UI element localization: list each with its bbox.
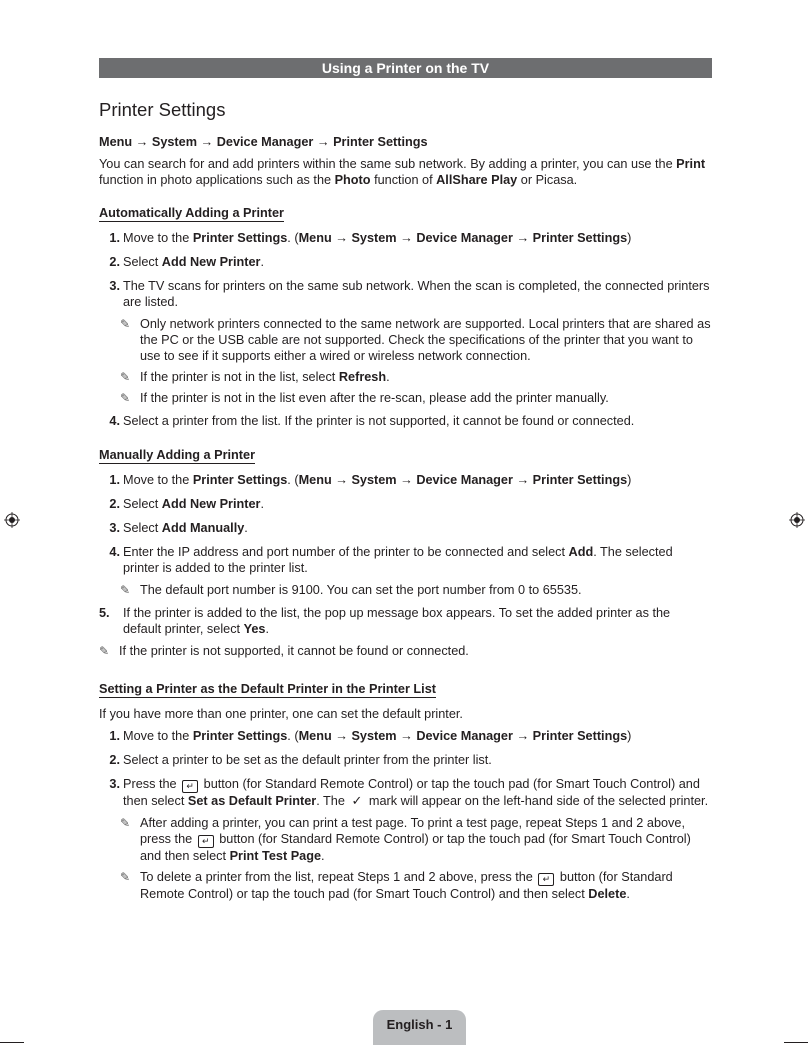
step-text: If the printer is added to the list, the pop up message box appears. To set the added printer as the default printer, select Yes.: [123, 606, 671, 636]
manual-step-5: [99, 605, 711, 637]
step-number: 2.: [109, 255, 120, 269]
step-text: Select Add New Printer.: [123, 255, 265, 269]
enter-key-icon: ↵: [538, 873, 554, 886]
step-text: Enter the IP address and port number of the printer to be connected and select Add. The selected printer is added to the printer list.: [123, 545, 673, 575]
page-title: Printer Settings: [99, 99, 226, 120]
default-section-heading: [99, 681, 711, 697]
default-step-3: [99, 776, 711, 809]
checkmark-icon: ✓: [351, 793, 363, 808]
document-body: [99, 98, 711, 909]
note-pen-icon: ✎: [99, 644, 110, 658]
auto-step-3: [99, 278, 711, 310]
intro-text: function in photo applications such as the: [99, 173, 335, 187]
note-pen-icon: ✎: [120, 816, 131, 830]
auto-step-1: [99, 230, 711, 246]
page-number-tab: [373, 1010, 466, 1045]
default-heading-text: Setting a Printer as the Default Printer in the Printer List: [99, 682, 436, 696]
section-header-title: Using a Printer on the TV: [321, 60, 490, 76]
manual-step-2: [99, 496, 711, 512]
note-pen-icon: ✎: [120, 370, 131, 384]
registration-mark-icon: [789, 512, 805, 528]
step-text: Move to the Printer Settings. (Menu → System → Device Manager → Printer Settings): [123, 231, 632, 245]
note-text: To delete a printer from the list, repeat Steps 1 and 2 above, press the ↵ button (for Standard Remote Control) or tap the touch pad (for Smart Touch Control) and then select Delete.: [140, 870, 673, 901]
step-text: Select a printer to be set as the default printer from the printer list.: [123, 753, 492, 767]
intro-text: You can search for and add printers within the same sub network. By adding a printer, you can use the: [99, 157, 677, 171]
auto-note-3: [120, 390, 711, 406]
page-number-label: English - 1: [386, 1017, 453, 1032]
note-pen-icon: ✎: [120, 317, 131, 331]
step-text: Select Add Manually.: [123, 521, 248, 535]
step-number: 3.: [109, 777, 120, 791]
crop-mark: [784, 1042, 808, 1043]
step-number: 3.: [109, 279, 120, 293]
step-number: 4.: [109, 545, 120, 559]
crop-mark: [0, 1042, 24, 1043]
intro-text: or Picasa.: [517, 173, 578, 187]
step-text: Move to the Printer Settings. (Menu → System → Device Manager → Printer Settings): [123, 729, 632, 743]
note-pen-icon: ✎: [120, 870, 131, 884]
auto-heading-text: Automatically Adding a Printer: [99, 206, 284, 220]
manual-step-1: [99, 472, 711, 488]
default-step-1: [99, 728, 711, 744]
intro-bold: Photo: [334, 173, 371, 187]
step-number: 4.: [109, 414, 120, 428]
manual-note-1: [120, 582, 711, 598]
note-text: If the printer is not supported, it cannot be found or connected.: [119, 644, 469, 658]
step-number: 3.: [109, 521, 120, 535]
section-header-bar: [99, 58, 712, 78]
default-step-2: [99, 752, 711, 768]
intro-paragraph: [99, 156, 711, 188]
default-note-1: [120, 815, 711, 864]
manual-note-2: [99, 643, 711, 659]
auto-step-4: [99, 413, 711, 429]
intro-bold: AllShare Play: [436, 173, 518, 187]
default-intro: If you have more than one printer, one can set the default printer.: [99, 707, 463, 721]
auto-note-2: [120, 369, 711, 385]
note-text: After adding a printer, you can print a test page. To print a test page, repeat Steps 1 and 2 above, press the ↵ button (for Standard Remote Control) or tap the touch pad (for Smart Touch Control) and then select Print Test Page.: [140, 816, 691, 863]
menu-path: Menu → System → Device Manager → Printer Settings: [99, 135, 428, 149]
step-text: Press the ↵ button (for Standard Remote Control) or tap the touch pad (for Smart Touch Control) and then select Set as Default Printer. The ✓ mark will appear on the left-hand side of the selected printer.: [123, 777, 709, 808]
step-text: The TV scans for printers on the same sub network. When the scan is completed, the connected printers are listed.: [123, 279, 710, 309]
default-note-2: [120, 869, 711, 902]
auto-note-1: [120, 316, 711, 364]
enter-key-icon: ↵: [198, 835, 214, 848]
step-text: Select Add New Printer.: [123, 497, 265, 511]
step-number: 2.: [109, 753, 120, 767]
step-text: Select a printer from the list. If the printer is not supported, it cannot be found or connected.: [123, 414, 635, 428]
manual-section-heading: [99, 447, 711, 463]
manual-step-4: [99, 544, 711, 576]
auto-section-heading: [99, 205, 711, 221]
note-text: The default port number is 9100. You can set the port number from 0 to 65535.: [140, 583, 582, 597]
note-pen-icon: ✎: [120, 391, 131, 405]
intro-text: function of: [370, 173, 437, 187]
step-number: 5.: [99, 606, 110, 620]
note-text: If the printer is not in the list even after the re-scan, please add the printer manually.: [140, 391, 609, 405]
step-number: 1.: [109, 231, 120, 245]
step-number: 2.: [109, 497, 120, 511]
intro-bold: Print: [676, 157, 706, 171]
note-text: Only network printers connected to the same network are supported. Local printers that are shared as the PC or the USB cable are not supported. Check the specifications of the printer that you want to use to see if it supports either a wired or wireless network connection.: [140, 317, 711, 363]
manual-heading-text: Manually Adding a Printer: [99, 448, 256, 462]
note-pen-icon: ✎: [120, 583, 131, 597]
step-number: 1.: [109, 473, 120, 487]
registration-mark-icon: [4, 512, 20, 528]
note-text: If the printer is not in the list, select Refresh.: [140, 370, 390, 384]
manual-step-3: [99, 520, 711, 536]
step-text: Move to the Printer Settings. (Menu → System → Device Manager → Printer Settings): [123, 473, 632, 487]
enter-key-icon: ↵: [182, 780, 198, 793]
auto-step-2: [99, 254, 711, 270]
step-number: 1.: [109, 729, 120, 743]
